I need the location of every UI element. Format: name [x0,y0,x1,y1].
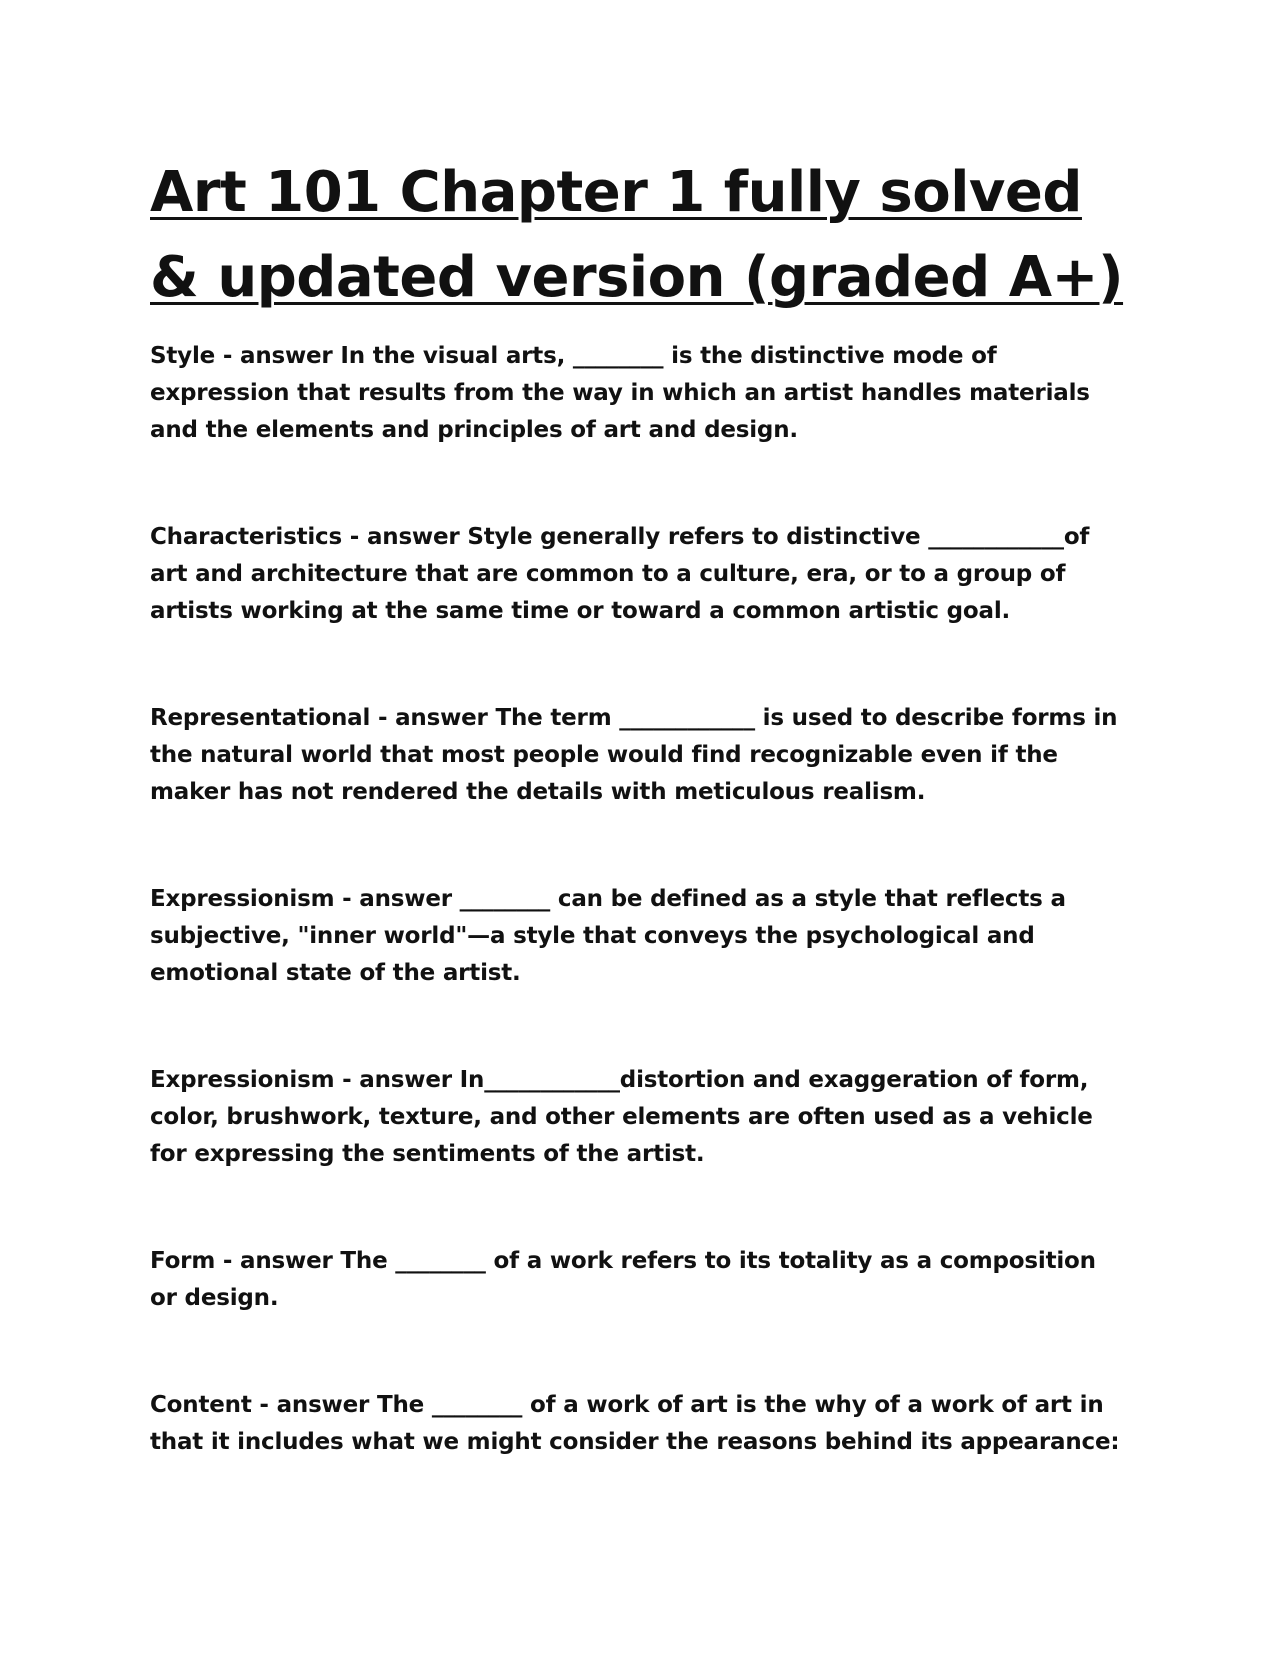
qa-entry-expressionism-1: Expressionism - answer ________ can be defined as a style that reflects a subjective, "inner world"—a style that conveys the psychological and emotional state of the artist. [150,886,1066,986]
qa-entry-representational: Representational - answer The term ____________ is used to describe forms in the natural world that most people would find recognizable even if the maker has not rendered the details with meticulous realism. [150,705,1118,805]
qa-entry-expressionism-2: Expressionism - answer In____________distortion and exaggeration of form, color, brushwork, texture, and other elements are often used as a vehicle for expressing the sentiments of the artist. [150,1067,1093,1167]
qa-entry-content: Content - answer The ________ of a work of art is the why of a work of art in that it includes what we might consider the reasons behind its appearance: [150,1392,1120,1455]
qa-entry-style: Style - answer In the visual arts, ________ is the distinctive mode of expression that results from the way in which an artist handles materials and the elements and principles of art and design. [150,343,1090,443]
qa-entry-characteristics: Characteristics - answer Style generally refers to distinctive ____________of art and architecture that are common to a culture, era, or to a group of artists working at the same time or toward a common artistic goal. [150,524,1090,624]
document-title: Art 101 Chapter 1 fully solved & updated version (graded A+) [150,160,1124,310]
qa-entry-form: Form - answer The ________ of a work refers to its totality as a composition or design. [150,1248,1096,1311]
